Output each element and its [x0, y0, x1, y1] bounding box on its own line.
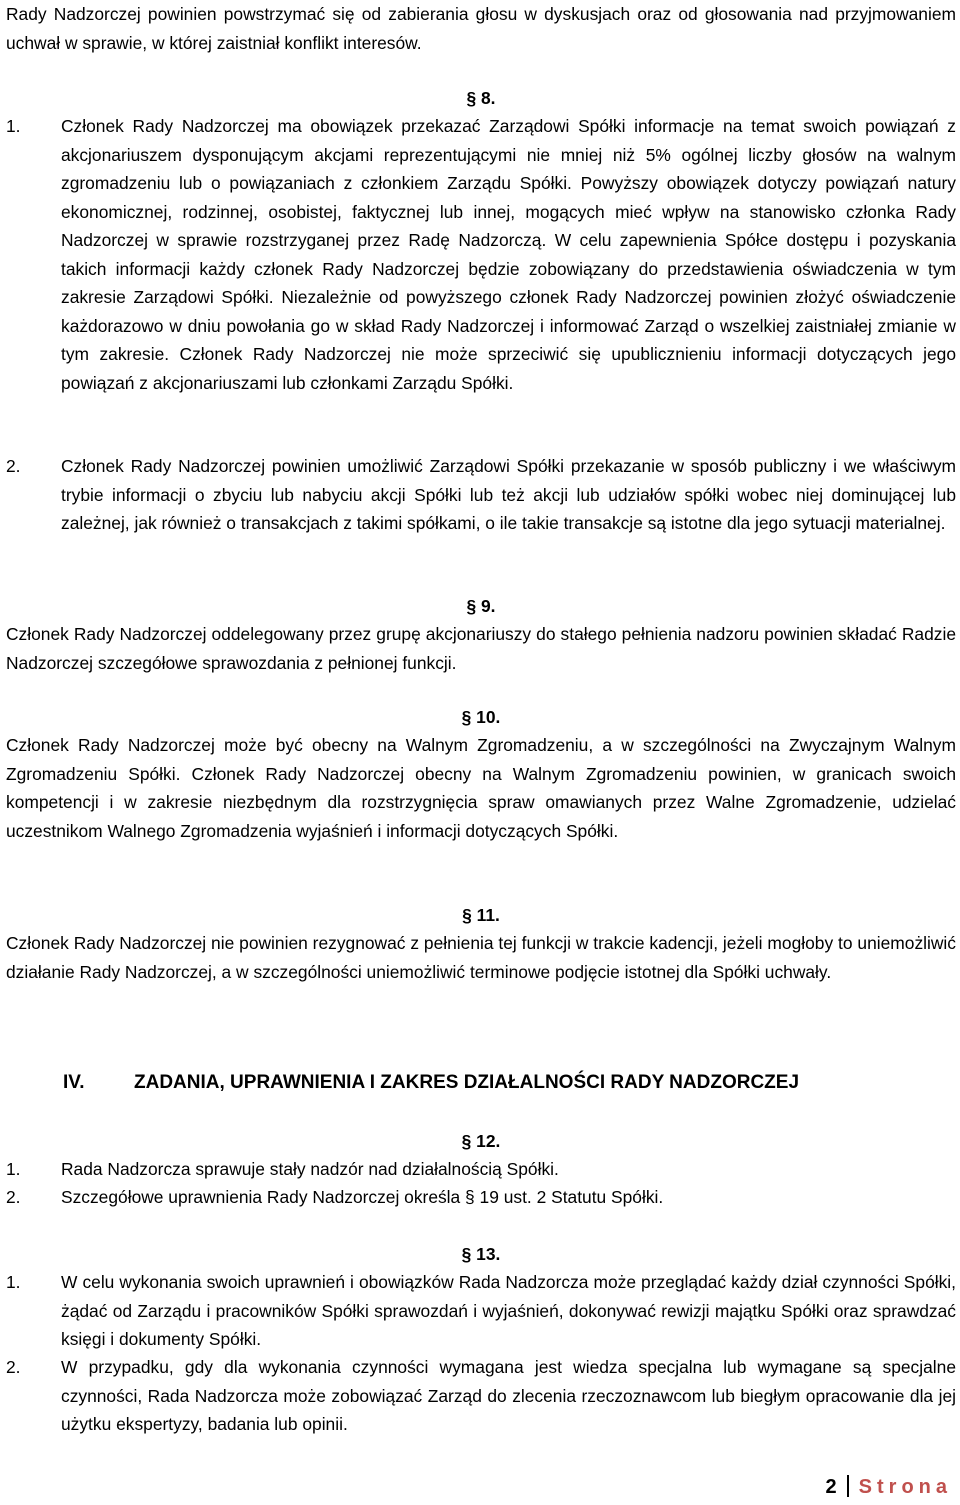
footer-divider	[847, 1475, 849, 1497]
section-12-heading: § 12.	[461, 1131, 501, 1151]
section-11-heading: § 11.	[462, 905, 500, 925]
section-8-heading: § 8.	[466, 88, 496, 108]
section-9-heading: § 9.	[466, 596, 496, 616]
section-10-heading: § 10.	[461, 707, 501, 727]
item-text: W celu wykonania swoich uprawnień i obowiązków Rada Nadzorcza może przeglądać każdy dział czynności Spółki, żądać od Zarządu i pracowników Spółki sprawozdań i wyjaśnień, dokonywać rewizji majątku Spółki oraz sprawdzać księgi i dokumenty Spółki.	[61, 1272, 956, 1349]
chapter-title: ZADANIA, UPRAWNIENIA I ZAKRES DZIAŁALNOŚCI RADY NADZORCZEJ	[134, 1072, 800, 1093]
item-number: 1.	[6, 116, 21, 136]
item-number: 1.	[6, 1272, 21, 1292]
item-number: 2.	[6, 1187, 21, 1207]
section-8-item-1	[6, 112, 956, 397]
section-9-text: Członek Rady Nadzorczej oddelegowany przez grupę akcjonariuszy do stałego pełnienia nadzoru powinien składać Radzie Nadzorczej szczegółowe sprawozdania z pełnionej funkcji.	[6, 624, 956, 673]
intro-paragraph: Rady Nadzorczej powinien powstrzymać się od zabierania głosu w dyskusjach oraz od głosowania nad przyjmowaniem uchwał w sprawie, w której zaistniał konflikt interesów.	[6, 4, 956, 53]
section-13-heading: § 13.	[461, 1244, 501, 1264]
page-footer	[826, 1475, 952, 1499]
item-text: Członek Rady Nadzorczej powinien umożliwić Zarządowi Spółki przekazanie w sposób publiczny i we właściwym trybie informacji o zbyciu lub nabyciu akcji Spółki lub też akcji lub udziałów spółki wobec niej dominującej lub zależnej, jak również o transakcjach z takimi spółkami, o ile takie transakcje są istotne dla jego sytuacji materialnej.	[61, 456, 956, 533]
item-number: 2.	[6, 456, 21, 476]
chapter-number: IV.	[63, 1072, 85, 1093]
section-8-item-2	[6, 452, 956, 538]
item-number: 2.	[6, 1357, 21, 1377]
item-text: Członek Rady Nadzorczej ma obowiązek przekazać Zarządowi Spółki informacje na temat swoich powiązań z akcjonariuszem dysponującym akcjami reprezentującymi nie mniej niż 5% ogólnej liczby głosów na walnym zgromadzeniu lub o powiązaniach z członkiem Zarządu Spółki. Powyższy obowiązek dotyczy powiązań natury ekonomicznej, rodzinnej, osobistej, faktycznej lub innej, mogących mieć wpływ na stanowisko członka Rady Nadzorczej w sprawie rozstrzyganej przez Radę Nadzorczą. W celu zapewnienia Spółce dostępu i pozyskania takich informacji każdy członek Rady Nadzorczej będzie zobowiązany do przedstawienia oświadczenia w tym zakresie Zarządowi Spółki. Niezależnie od powyższego członek Rady Nadzorczej powinien złożyć oświadczenie każdorazowo w dniu powołania go w skład Rady Nadzorczej i informować Zarząd o wszelkiej zaistniałej zmianie w tym zakresie. Członek Rady Nadzorczej nie może sprzeciwić się upublicznieniu informacji dotyczących jego powiązań z akcjonariuszami lub członkami Zarządu Spółki.	[61, 116, 956, 393]
item-text: Szczegółowe uprawnienia Rady Nadzorczej określa § 19 ust. 2 Statutu Spółki.	[61, 1187, 664, 1207]
page-number: 2	[825, 1476, 837, 1498]
item-text: Rada Nadzorcza sprawuje stały nadzór nad działalnością Spółki.	[61, 1159, 559, 1179]
page-label: Strona	[858, 1476, 952, 1498]
chapter-heading	[6, 1068, 956, 1098]
section-12-item-2	[6, 1183, 956, 1212]
item-number: 1.	[6, 1159, 21, 1179]
section-12-item-1	[6, 1155, 956, 1184]
section-13-item-1	[6, 1268, 956, 1354]
section-13-item-2	[6, 1353, 956, 1439]
section-10-text: Członek Rady Nadzorczej może być obecny na Walnym Zgromadzeniu, a w szczególności na Zwyczajnym Walnym Zgromadzeniu Spółki. Członek Rady Nadzorczej obecny na Walnym Zgromadzeniu powinien, w granicach swoich kompetencji i w zakresie niezbędnym dla rozstrzygnięcia spraw omawianych przez Walne Zgromadzenie, udzielać uczestnikom Walnego Zgromadzenia wyjaśnień i informacji dotyczących Spółki.	[6, 735, 956, 841]
item-text: W przypadku, gdy dla wykonania czynności wymagana jest wiedza specjalna lub wymagane są specjalne czynności, Rada Nadzorcza może zobowiązać Zarząd do zlecenia rzeczoznawcom lub biegłym opracowanie dla jej użytku ekspertyzy, badania lub opinii.	[61, 1357, 956, 1434]
section-11-text: Członek Rady Nadzorczej nie powinien rezygnować z pełnienia tej funkcji w trakcie kadencji, jeżeli mogłoby to uniemożliwić działanie Rady Nadzorczej, a w szczególności uniemożliwić terminowe podjęcie istotnej dla Spółki uchwały.	[6, 933, 956, 982]
